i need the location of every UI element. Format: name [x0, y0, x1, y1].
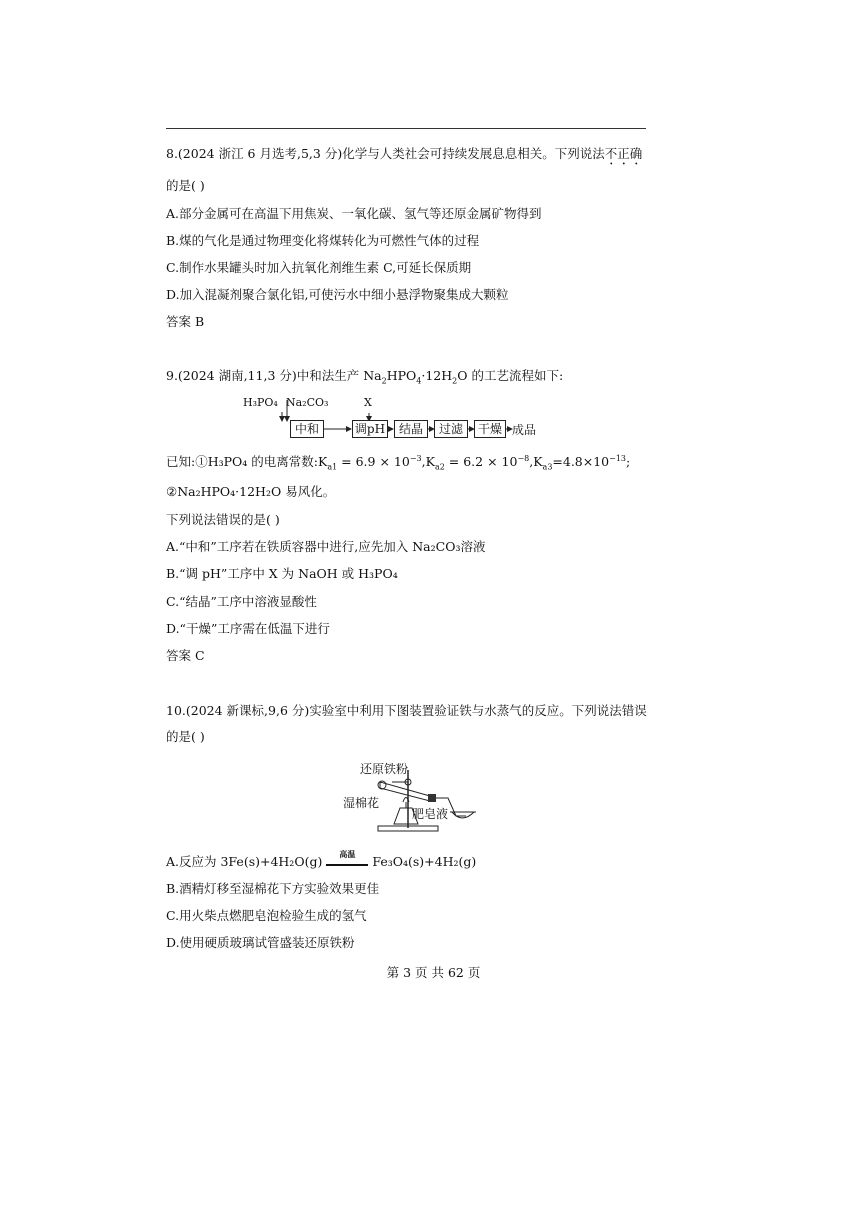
label-wet-cotton: 湿棉花 — [343, 796, 380, 810]
q9-known-2: ②Na₂HPO₄·12H₂O 易风化。 — [166, 484, 336, 499]
q8-emphasis: 不正确 — [604, 146, 643, 161]
flow-step-crystallize: 结晶 — [394, 420, 428, 438]
flow-input-h3po4: H₃PO₄ — [243, 396, 278, 409]
q10-option-a: A.反应为 3Fe(s)+4H₂O(g) 高温 Fe₃O₄(s)+4H₂(g) — [166, 854, 476, 870]
q8-option-a: A.部分金属可在高温下用焦炭、一氧化碳、氢气等还原金属矿物得到 — [166, 206, 542, 221]
q9-known-1: 已知:①H₃PO₄ 的电离常数$:K_{a1} = 6.9 \times 10^{-3},K_{a2} = 6.2 \times 10^{-8},K_{a3}=4.8\times 10^{-13}$; — [166, 453, 631, 472]
flow-step-neutralize: 中和 — [290, 420, 324, 438]
q8-option-d: D.加入混凝剂聚合氯化铝,可使污水中细小悬浮物聚集成大颗粒 — [166, 287, 509, 302]
q8-answer: 答案 B — [166, 314, 205, 329]
q9-option-b: B.“调 pH”工序中 X 为 NaOH 或 H₃PO₄ — [166, 566, 398, 581]
flow-input-x: X — [364, 396, 372, 409]
q10-option-b: B.酒精灯移至湿棉花下方实验效果更佳 — [166, 881, 380, 896]
flow-step-dry: 干燥 — [474, 420, 506, 438]
q8-stem-line1: 8.(2024 浙江 6 月选考,5,3 分)化学与人类社会可持续发展息息相关。下列说法不正确 — [166, 146, 643, 161]
q10-option-d: D.使用硬质玻璃试管盛装还原铁粉 — [166, 935, 355, 950]
q10-option-c: C.用火柴点燃肥皂泡检验生成的氢气 — [166, 908, 367, 923]
q10-stem-line2: 的是( ) — [166, 729, 205, 744]
q9-option-a: A.“中和”工序若在铁质容器中进行,应先加入 Na₂CO₃溶液 — [166, 539, 486, 554]
apparatus-drawing — [360, 768, 480, 834]
q9-stem: 9.(2024 湖南,11,3 分)中和法生产 $Na_2HPO_4\cdot 12H_2O$ 的工艺流程如下: — [166, 368, 564, 386]
header-rule — [166, 128, 646, 129]
reaction-condition: 高温 — [339, 848, 356, 859]
flow-input-na2co3: Na₂CO₃ — [286, 396, 329, 409]
q8-stem-line2: 的是( ) — [166, 178, 205, 193]
q8-option-c: C.制作水果罐头时加入抗氧化剂维生素 C,可延长保质期 — [166, 260, 472, 275]
page-footer: 第 3 页 共 62 页 — [386, 965, 481, 980]
q9-option-d: D.“干燥”工序需在低温下进行 — [166, 621, 330, 636]
reaction-arrow — [326, 848, 368, 870]
q9-option-c: C.“结晶”工序中溶液显酸性 — [166, 594, 317, 609]
label-iron-powder: 还原铁粉 — [360, 762, 409, 776]
q9-answer: 答案 C — [166, 648, 205, 663]
q9-stem-question: 下列说法错误的是( ) — [166, 512, 280, 527]
q10-stem-line1: 10.(2024 新课标,9,6 分)实验室中利用下图装置验证铁与水蒸气的反应。下列说法错误 — [166, 703, 647, 718]
label-soap-solution: 肥皂液 — [412, 807, 449, 821]
flow-step-adjust-ph: 调pH — [352, 420, 388, 438]
flow-step-filter: 过滤 — [434, 420, 468, 438]
flow-product: 成品 — [512, 423, 537, 437]
q8-option-b: B.煤的气化是通过物理变化将煤转化为可燃性气体的过程 — [166, 233, 480, 248]
